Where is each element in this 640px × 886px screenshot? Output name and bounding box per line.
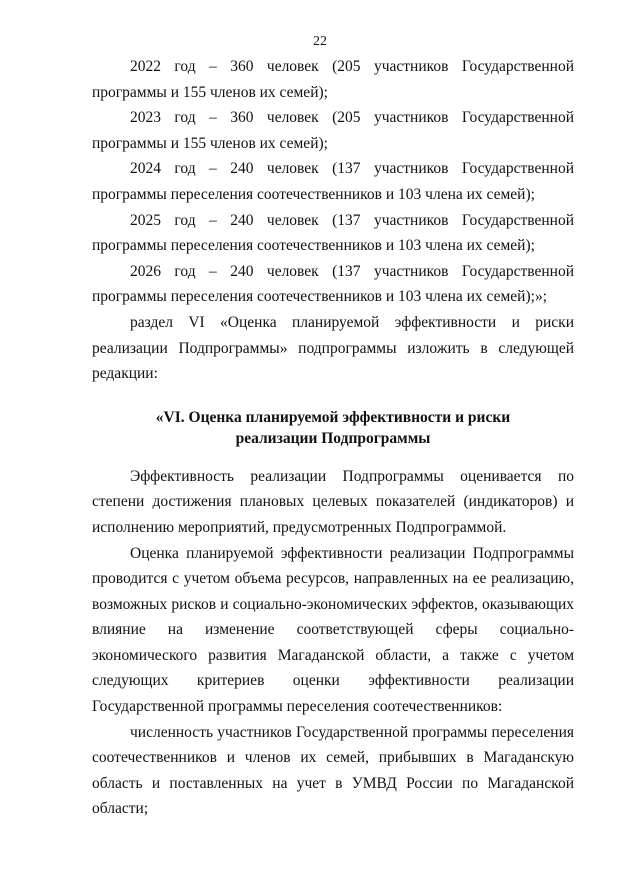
paragraph-2026: 2026 год – 240 человек (137 участников Государственной программы переселения соотечественников и 103 члена их семей);»; [92,262,574,306]
section-heading-line-1: «VI. Оценка планируемой эффективности и риски [155,408,511,426]
page-number: 22 [313,34,327,49]
paragraph-2022: 2022 год – 360 человек (205 участников Государственной программы и 155 членов их семей); [92,58,574,101]
section-heading [92,407,574,449]
paragraph-2024: 2024 год – 240 человек (137 участников Государственной программы переселения соотечественников и 103 члена их семей); [92,160,574,203]
paragraph-evaluation: Оценка планируемой эффективности реализации Подпрограммы проводится с учетом объема ресурсов, направленных на ее реализацию, возможных рисков и социально-экономических эффектов, оказывающих влияние на изменение соответствующей сферы социально-экономического развития Магаданской области, а также с учетом следующих критериев оценки эффективности реализации Государственной программы переселения соотечественников: [92,544,574,716]
paragraph-2025: 2025 год – 240 человек (137 участников Государственной программы переселения соотечественников и 103 члена их семей); [92,211,574,255]
section-heading-line-2: реализации Подпрограммы [235,429,431,447]
document-body [92,54,574,822]
paragraph-participants-count: численность участников Государственной программы переселения соотечественников и членов их семей, прибывших в Магаданскую область и поставленных на учет в УМВД России по Магаданской области; [92,723,574,818]
paragraph-efficiency: Эффективность реализации Подпрограммы оценивается по степени достижения плановых целевых показателей (индикаторов) и исполнению мероприятий, предусмотренных Подпрограммой. [92,467,574,536]
paragraph-2023: 2023 год – 360 человек (205 участников Государственной программы и 155 членов их семей); [92,109,574,152]
paragraph-section-vi-intro: раздел VI «Оценка планируемой эффективности и риски реализации Подпрограммы» подпрограммы изложить в следующей редакции: [92,313,574,383]
